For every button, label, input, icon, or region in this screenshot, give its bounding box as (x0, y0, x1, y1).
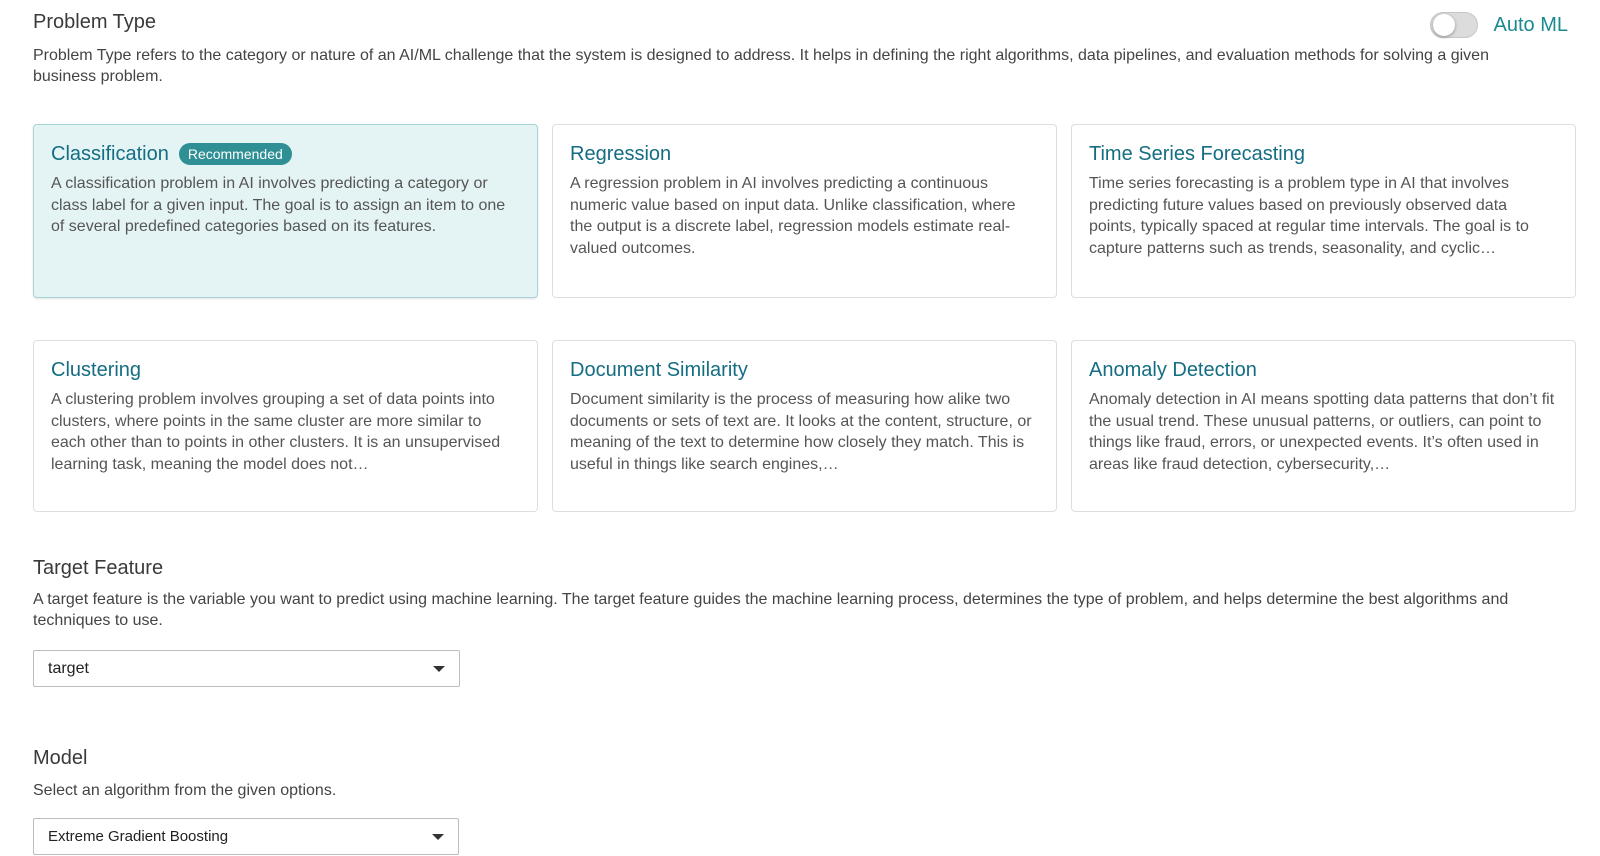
auto-ml-control (1430, 10, 1568, 40)
card-header (570, 357, 1039, 383)
problem-type-title: Problem Type (33, 11, 157, 33)
card-regression[interactable] (552, 124, 1057, 298)
card-classification[interactable] (33, 124, 538, 298)
card-anomaly-detection[interactable] (1071, 340, 1576, 512)
card-header (1089, 357, 1558, 383)
chevron-down-icon (433, 666, 445, 672)
card-header (1089, 141, 1558, 167)
card-document-similarity[interactable] (552, 340, 1057, 512)
card-header (51, 357, 520, 383)
model-description: Select an algorithm from the given options. (33, 782, 337, 799)
card-description: A clustering problem involves grouping a set of data points into clusters, where points in the same cluster are more similar to each other than to points in other clusters. It is an unsupervised learning task, meaning the model does not… (51, 391, 501, 473)
card-time-series-forecasting[interactable] (1071, 124, 1576, 298)
card-title: Time Series Forecasting (1089, 142, 1305, 165)
card-title: Clustering (51, 358, 142, 381)
problem-type-cards (33, 124, 1578, 512)
card-description: A regression problem in AI involves predicting a continuous numeric value based on input data. Unlike classification, where the output is a discrete label, regression models estimate real- valued outcomes. (570, 175, 1016, 257)
card-header (51, 141, 520, 167)
card-clustering[interactable] (33, 340, 538, 512)
recommended-badge: Recommended (179, 143, 292, 165)
target-feature-value: target (48, 659, 89, 677)
card-description: Anomaly detection in AI means spotting data patterns that don’t fit the usual trend. These unusual patterns, or outliers, can point to things like fraud, errors, or unexpected events. It’s often used in areas like fraud detection, cybersecurity,… (1089, 391, 1555, 473)
card-title: Document Similarity (570, 358, 748, 381)
card-description: Document similarity is the process of measuring how alike two documents or sets of text are. It looks at the content, structure, or meaning of the text to determine how closely they match. This is useful in things like search engines,… (570, 391, 1032, 473)
target-feature-title: Target Feature (33, 557, 164, 579)
card-title: Classification (51, 142, 169, 165)
model-select[interactable] (33, 818, 459, 855)
model-value: Extreme Gradient Boosting (48, 828, 229, 845)
target-feature-description: A target feature is the variable you want to predict using machine learning. The target feature guides the machine learning process, determines the type of problem, and helps determine the best algorithms and techniques to use. (33, 591, 1509, 629)
card-header (570, 141, 1039, 167)
card-title: Anomaly Detection (1089, 358, 1257, 381)
chevron-down-icon (432, 834, 444, 840)
model-title: Model (33, 747, 88, 769)
toggle-knob (1433, 14, 1455, 36)
auto-ml-toggle[interactable] (1430, 12, 1478, 38)
card-description: Time series forecasting is a problem type in AI that involves predicting future values based on previously observed data points, typically spaced at regular time intervals. The goal is to capture patterns such as trends, seasonality, and cyclic… (1089, 175, 1529, 257)
problem-type-header (33, 10, 1568, 40)
card-title: Regression (570, 142, 672, 165)
problem-type-description: Problem Type refers to the category or nature of an AI/ML challenge that the system is designed to address. It helps in defining the right algorithms, data pipelines, and evaluation methods for solving a given business problem. (33, 47, 1489, 85)
target-feature-select[interactable] (33, 650, 460, 687)
auto-ml-label[interactable]: Auto ML (1493, 13, 1568, 36)
card-description: A classification problem in AI involves predicting a category or class label for a given input. The goal is to assign an item to one of several predefined categories based on its features. (51, 175, 506, 235)
